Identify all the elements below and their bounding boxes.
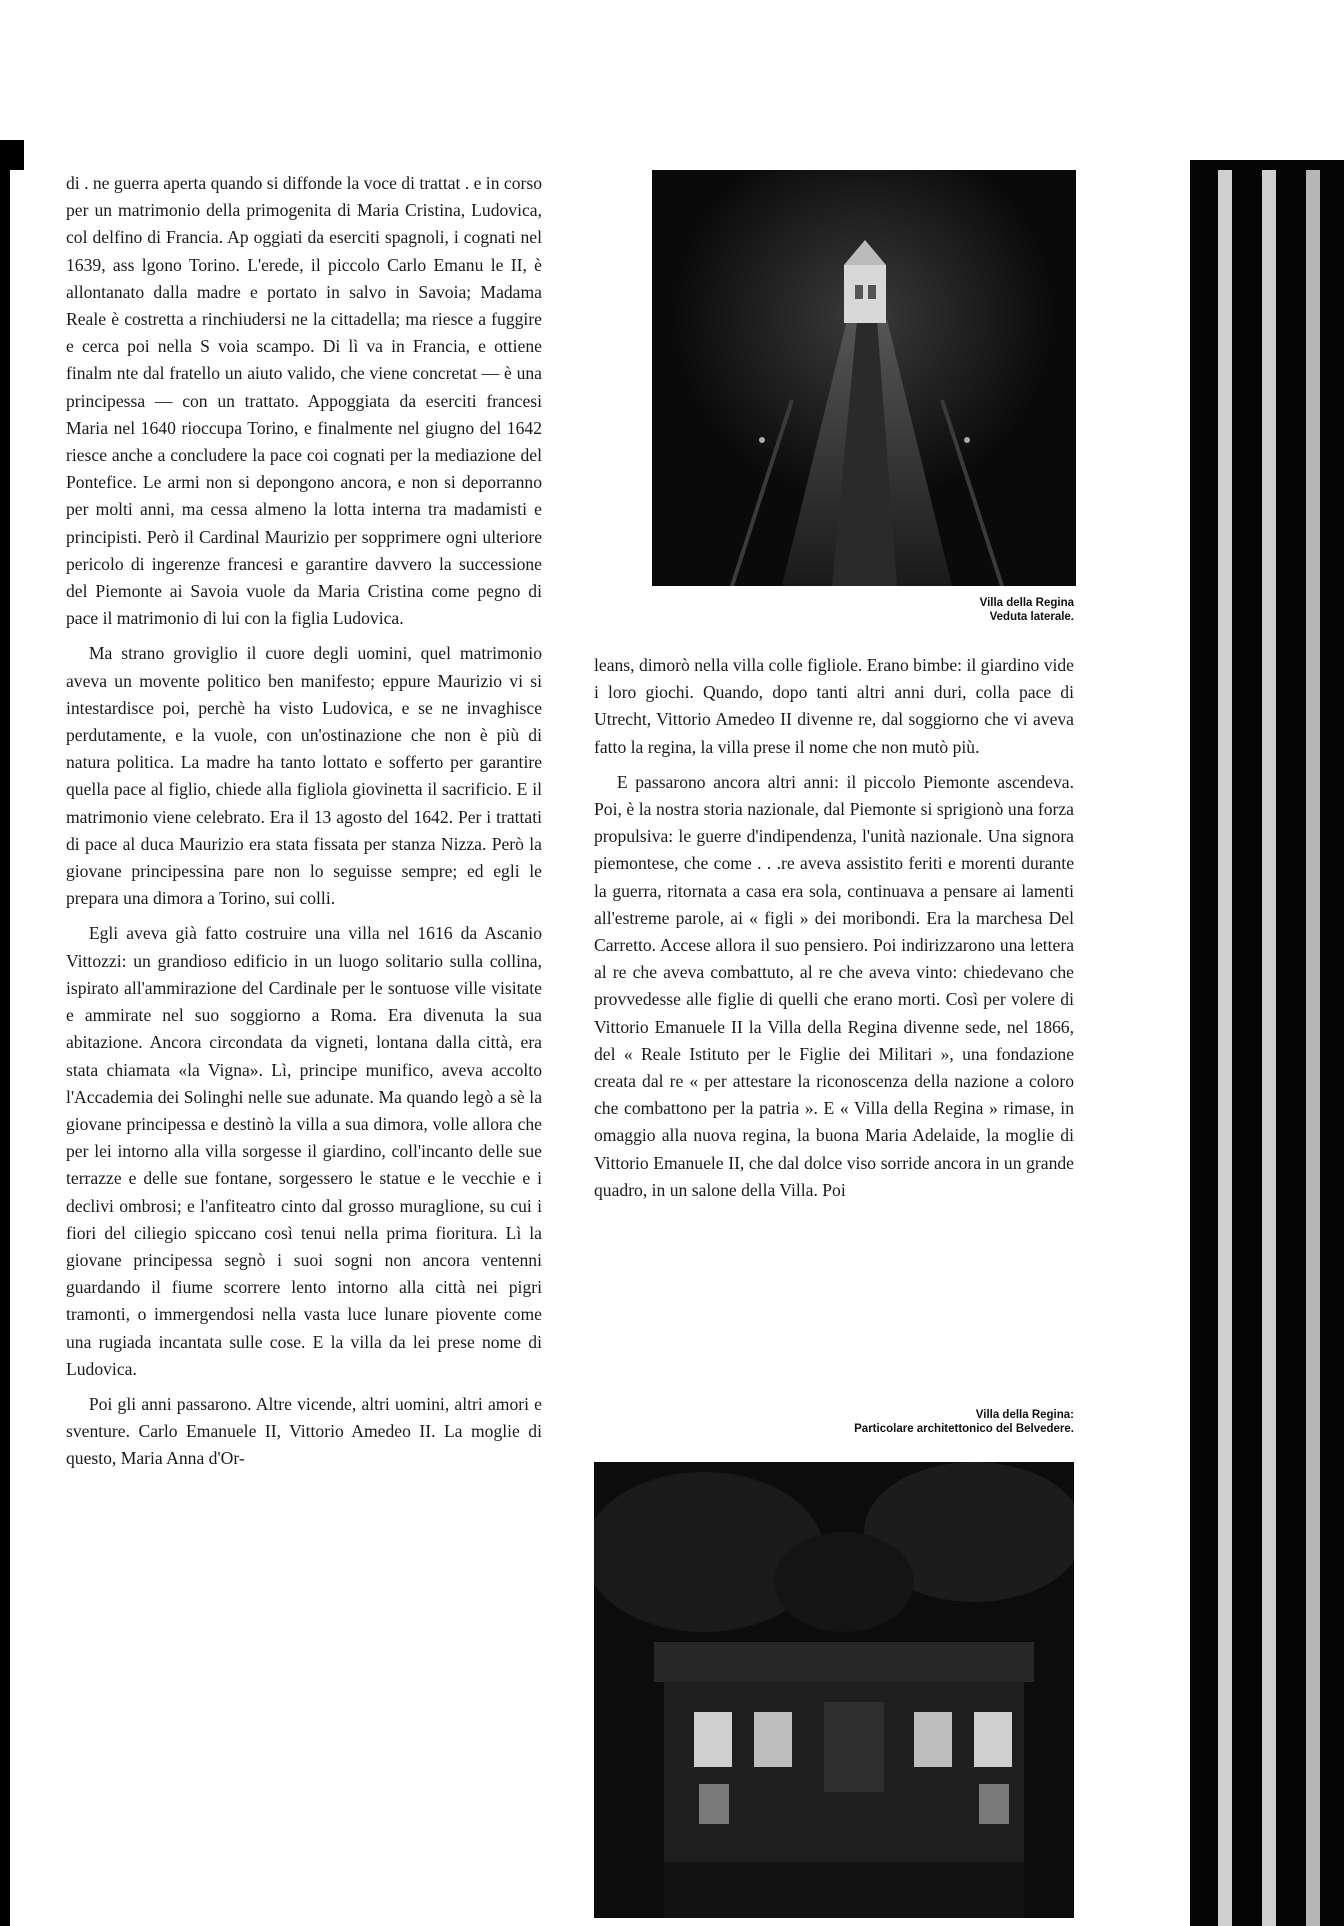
photo-villa-side-view (652, 170, 1076, 586)
page-edge-stripe (1262, 170, 1276, 1926)
caption-line: Villa della Regina: (975, 1409, 1074, 1421)
photo-belvedere-detail (594, 1462, 1074, 1918)
caption-line: Particolare architettonico del Belvedere. (854, 1423, 1074, 1435)
caption-line: Veduta laterale. (989, 611, 1074, 623)
paragraph: leans, dimorò nella villa colle figliole. Erano bimbe: il giardino vide i loro giochi. Quando, dopo tanti altri anni duri, colla pace di Utrecht, Vittorio Amedeo II divenne re, dal soggiorno che vi aveva fatto la regina, la villa prese il nome che non mutò più. (594, 655, 1074, 757)
paragraph: Egli aveva già fatto costruire una villa nel 1616 da Ascanio Vittozzi: un grandioso edificio in un luogo solitario sulla collina, ispirato all'ammirazione del Cardinale per le sontuose ville visitate e ammirate nel suo soggiorno a Roma. Era divenuta la sua abitazione. Ancora circondata da vigneti, lontana dalla città, era stata chiamata «la Vigna». Lì, principe munifico, aveva accolto l'Accademia dei Solinghi nelle sue adunate. Ma quando legò a sè la giovane principessa e destinò la villa a sua dimora, volle allora che per lei intorno alla villa sorgesse il giardino, coll'incanto delle sue terrazze e delle sue fontane, sorgessero le statue e le vecchie e i declivi ombrosi; e l'anfiteatro cinto dal grosso muraglione, su cui i fiori del ciliegio spiccano così tenui nella prima fioritura. Lì la giovane principessa segnò i suoi sogni non ancora ventenni guardando il fiume scorrere lento intorno alla città nei pigri tramonti, o immergendosi nella vasta luce lunare piovente come una rugiada incantata sulle cose. E la villa da lei prese nome di Ludovica. (66, 923, 542, 1379)
page-top-margin (0, 0, 1344, 140)
page-left-binding-shadow (0, 140, 10, 1926)
paragraph: di . ne guerra aperta quando si diffonde la voce di trattat . e in corso per un matrimonio della primogenita di Maria Cristina, Ludovica, col delfino di Francia. Ap oggiati da eserciti spagnoli, i cognati nel 1639, ass lgono Torino. L'erede, il piccolo Carlo Emanu le II, è allontanato dalla madre e portato in salvo in Savoia; Madama Reale è costretta a rinchiudersi ne la cittadella; ma riesce a fuggire e cerca poi nella S voia scampo. Di lì va in Francia, e ottiene finalm nte dal fratello un aiuto valido, che viene concretat — è una principessa — con un trattato. Appoggiata da eserciti francesi Maria nel 1640 rioccupa Torino, e finalmente nel giugno del 1642 riesce anche a concludere la pace coi cognati per la mediazione del Pontefice. Le armi non si depongono ancora, e non si deporranno per molti anni, ma cessa almeno la lotta interna tra madamisti e principisti. Però il Cardinal Maurizio per sopprimere ogni ulteriore pericolo di ingerenze francesi e garantire davvero la successione del Piemonte ai Savoia vuole da Maria Cristina come pegno di pace il matrimonio di lui con la figlia Ludovica. (66, 173, 543, 629)
photo-caption-bottom (854, 1408, 1074, 1436)
paragraph: Poi gli anni passarono. Altre vicende, altri uomini, altri amori e sventure. Carlo Emanuele II, Vittorio Amedeo II. La moglie di questo, Maria Anna d'Or- (66, 1393, 542, 1469)
page-edge-stripe (1306, 170, 1320, 1926)
caption-line: Villa della Regina (979, 597, 1074, 609)
page-edge-stripe (1218, 170, 1232, 1926)
page-left-notch (10, 140, 24, 170)
photo-caption-top (980, 596, 1074, 624)
right-text-column (594, 652, 1074, 1212)
paragraph: Ma strano groviglio il cuore degli uomini, quel matrimonio aveva un movente politico ben manifesto; eppure Maurizio vi si intestardisce poi, perchè ha visto Ludovica, e se ne invaghisce perdutamente, e la vuole, con un'ostinazione che non è più di natura politica. La madre ha tanto lottato e sofferto per garantire quella pace al figlio, chiede alla figliola giovinetta il sacrificio. E il matrimonio viene celebrato. Era il 13 agosto del 1642. Per i trattati di pace al duca Maurizio era stata fissata per stanza Nizza. Però la giovane principessina pare non lo seguisse sempre; ed egli le prepara una dimora a Torino, sui colli. (66, 643, 542, 909)
left-text-column (66, 170, 542, 1481)
paragraph: E passarono ancora altri anni: il piccolo Piemonte ascendeva. Poi, è la nostra storia nazionale, dal Piemonte si sprigionò una forza propulsiva: le guerre d'indipendenza, l'unità nazionale. Una signora piemontese, che come . . .re aveva assistito feriti e morenti durante la guerra, ritornata a casa era sola, continuava a pensare ai lamenti all'estreme parole, ai « figli » dei moribondi. Era la marchesa Del Carretto. Accese allora il suo pensiero. Poi indirizzarono una lettera al re che aveva combattuto, al re che aveva vinto: chiedevano che provvedesse alle figlie di quelli che erano morti. Così per volere di Vittorio Emanuele II la Villa della Regina divenne sede, nel 1866, del « Reale Istituto per le Figlie dei Militari », una fondazione creata dal re « per attestare la riconoscenza della nazione a coloro che combattono per la patria ». E « Villa della Regina » rimase, in omaggio alla nuova regina, la buona Maria Adelaide, la moglie di Vittorio Emanuele II, che dal dolce viso sorride ancora in un grande quadro, in un salone della Villa. Poi (594, 771, 1074, 1200)
